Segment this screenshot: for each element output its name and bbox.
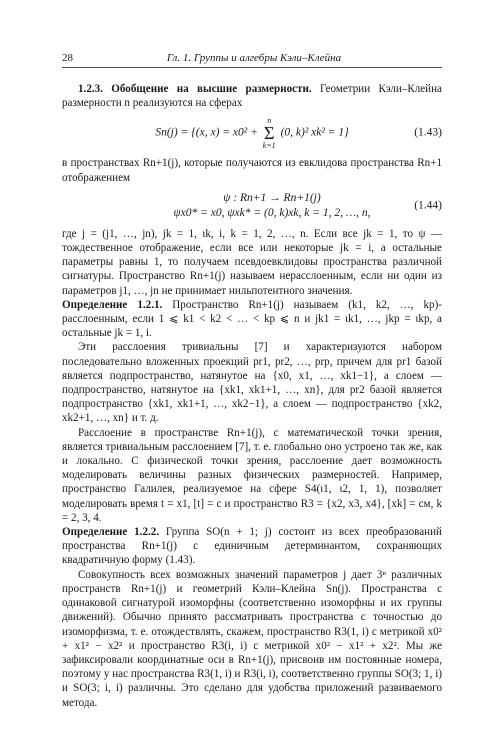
definition-text: Группа SO(n + 1; j) состоит из всех преобразований пространства Rn+1(j) с единичным детерминантом, сохраняющих квадратичную форму (1.43).: [62, 526, 442, 567]
section-intro-text: Геометрии Кэли–Клейна размерности n реализуются на сферах: [62, 83, 442, 110]
eq143-tag: (1.43): [414, 126, 442, 139]
equation-1-44: [62, 191, 442, 221]
paragraph-fibrations: Эти расслоения тривиальны [7] и характеризуются набором последовательно вложенных проекций pr1, pr2, …, prp, причем для pr1 базой является подпространство, натянутое на {x0, x1, …, xk1−1}, а слоем — подпространство, натянутое на {xk1, xk1+1, …, xn}, для pr2 базой является подпространство {xk1, xk1+1, …, xk2−1}, а слоем — подпространство {xk2, xk2+1, …, xn} и т. д.: [62, 341, 442, 425]
page-number: 28: [62, 52, 73, 64]
definition-text: Пространство Rn+1(j) называем (k1, k2, …, kp)-расслоенным, если 1 ⩽ k1 < k2 < … < kp ⩽ n и jk1 = ιk1, …, jkp = ιkp, а остальные jk = 1, i.: [62, 298, 442, 340]
sum-symbol: n Σ k=1: [262, 116, 276, 151]
paragraph-where: где j = (j1, …, jn), jk = 1, ιk, i, k = 1, 2, …, n. Если все jk = 1, то ψ — тождественное отображение, если все или некоторые jk = i, а остальные параметры равны 1, то получаем псевдоевклидовы пространства различной сигнатуры. Пространство Rn+1(j) называем нерасслоенным, если ни один из параметров j1, …, jn не принимает нильпотентного значения.: [62, 227, 442, 297]
eq144-tag: (1.44): [414, 199, 442, 212]
equation-1-43: [62, 116, 442, 150]
eq144-line2: ψx0* = x0, ψxk* = (0, k)xk, k = 1, 2, …, n,: [173, 206, 371, 219]
section-number: 1.2.3.: [78, 83, 103, 95]
running-title: Гл. 1. Группы и алгебры Кэли–Клейна: [166, 52, 342, 64]
sum-top: n: [267, 116, 272, 126]
sum-bottom: k=1: [262, 141, 276, 151]
paragraph-spaces: в пространствах Rn+1(j), которые получаются из евклидова пространства Rn+1 отображением: [62, 157, 442, 184]
eq144-line1: ψ : Rn+1 → Rn+1(j): [223, 191, 321, 204]
definition-label: Определение 1.2.2.: [62, 526, 160, 539]
running-header: [62, 52, 442, 68]
definition-1-2-2: [62, 525, 442, 568]
eq143-rhs: (0, k)² xk² = 1}: [280, 127, 349, 140]
section-title: Обобщение на высшие размерности.: [111, 83, 312, 95]
definition-1-2-1: [62, 298, 442, 341]
section-intro: [62, 82, 442, 110]
paragraph-math-view: Расслоение в пространстве Rn+1(j), с математической точки зрения, является тривиальным расслоением [7], т. е. глобально оно устроено так же, как и локально. С физической точки зрения, расслоение дает возможность моделировать величины разных физических размерностей. Например, пространство Галилея, реализуемое на сфере S4(ι1, ι2, 1, 1), позволяет моделировать время t = x1, [t] = с и пространство R3 = {x2, x3, x4}, [xk] = см, k = 2, 3, 4.: [62, 426, 442, 524]
paragraph-final: Совокупность всех возможных значений параметров j дает 3ⁿ различных пространств Rn+1(j) и геометрий Кэли–Клейна Sn(j). Пространства с одинаковой сигнатурой изоморфны (соответственно изоморфны и их группы движений). Обычно принято рассматривать пространства с точностью до изоморфизма, т. е. отождествлять, скажем, пространство R3(1, i) с метрикой x0² + x1² − x2² и пространство R3(i, i) с метрикой x0² − x1² + x2². Мы же зафиксировали координатные оси в Rn+1(j), присвоив им постоянные номера, поэтому у нас пространства R3(1, i) и R3(i, i), соответственно группы SO(3; 1, i) и SO(3; i, i) различны. Это сделано для удобства приложений развиваемого метода.: [62, 568, 442, 709]
page: [62, 52, 442, 710]
definition-label: Определение 1.2.1.: [62, 298, 163, 311]
eq143-lhs: Sn(j) = {(x, x) = x0² +: [155, 127, 261, 140]
